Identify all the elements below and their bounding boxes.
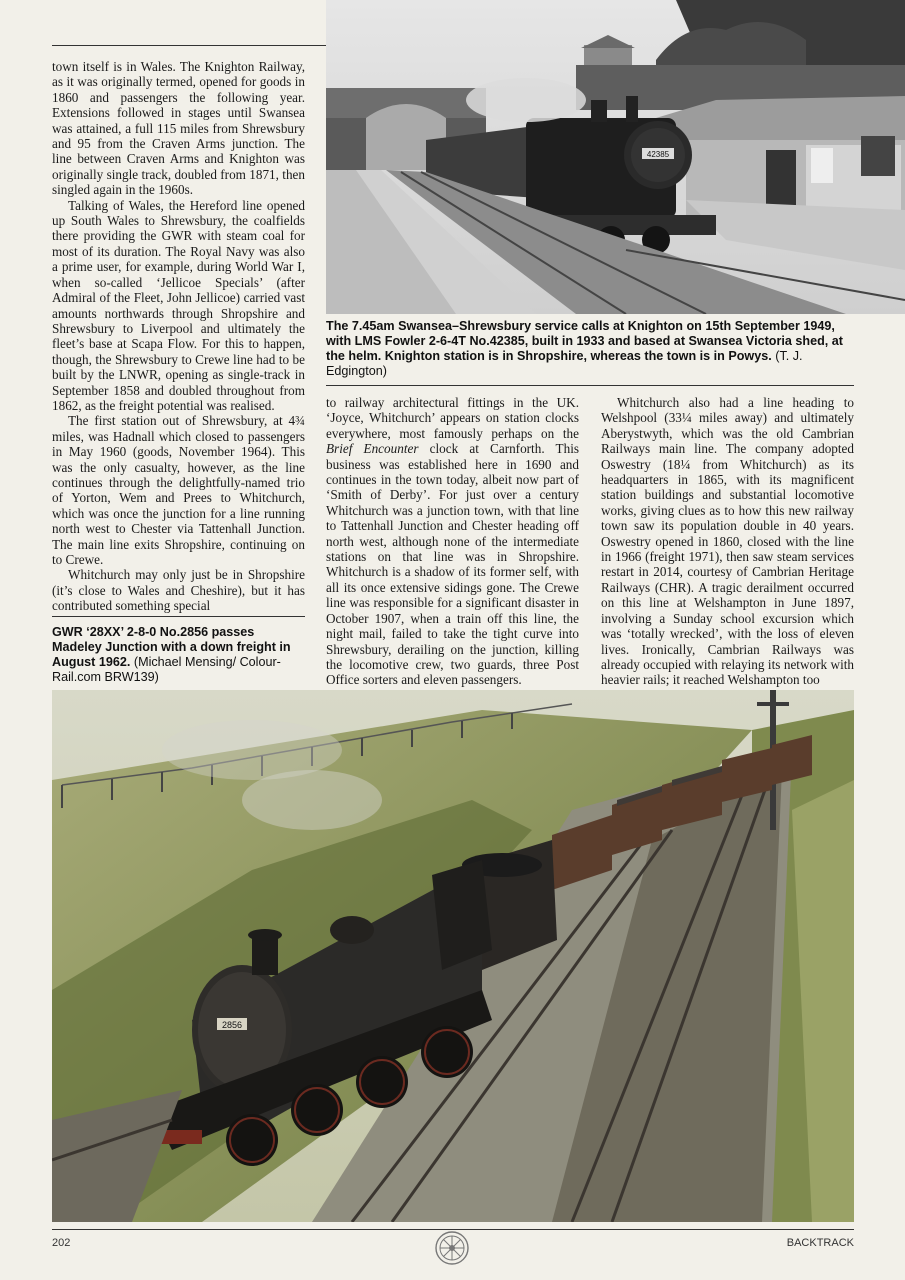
bottom-loco-number: 2856 (221, 1020, 243, 1030)
body-column-1 (52, 59, 305, 614)
caption-top (326, 319, 846, 379)
top-loco-number: 42385 (646, 150, 670, 159)
caption-left (52, 625, 302, 685)
caption-left-rule (52, 616, 305, 617)
wheel-emblem-icon (434, 1230, 470, 1266)
col2-text-b: clock at Carnforth. This business was established here in 1690 and continues in the town today, albeit now part of ‘Smith of Derby’. For just over a century Whitchurch was a junction town, with that line to Tattenhall Junction and Chester heading off north west, although none of the intermediate stations on that line was in Shropshire. Whitchurch is a shadow of its former self, with all its once extensive sidings gone. The Crewe line was responsible for a significant disaster in October 1907, when a train off this line, the night mail, failed to take the tight curve into Shrewsbury, derailing on the junction, killing the locomotive crew, two guards, three Post Office sorters and eleven passengers. (326, 441, 579, 688)
caption-left-text: GWR ‘28XX’ 2-8-0 No.2856 passes Madeley Junction with a down freight in August 1962. (52, 625, 291, 669)
caption-left-credit: (Michael Mensing/ Colour-Rail.com BRW139) (52, 655, 281, 684)
caption-top-credit: (T. J. Edgington) (326, 349, 803, 378)
caption-top-rule (326, 385, 854, 386)
caption-top-text: The 7.45am Swansea–Shrewsbury service calls at Knighton on 15th September 1949, with LMS Fowler 2-6-4T No.42385, built in 1933 and based at Swansea Victoria shed, at the helm. Knighton station is in Shropshire, whereas the town is in Powys. (326, 319, 843, 363)
col1-paragraph-4: Whitchurch may only just be in Shropshire (it’s close to Wales and Cheshire), but it has contributed something special (52, 567, 305, 614)
photo-madeley-junction (52, 690, 854, 1222)
page-number: 202 (52, 1237, 71, 1249)
col1-paragraph-3: The first station out of Shrewsbury, at 4¾ miles, was Hadnall which closed to passengers in May 1960 (goods, November 1964). This was the only casualty, however, as the line continues through the delightfully-named trio of Yorton, Wem and Prees to Whitchurch, which was once the junction for a line running north west to Chester via Tattenhall Junction. The main line exits Shropshire, continuing on to Crewe. (52, 413, 305, 567)
photo-knighton-station (326, 0, 905, 314)
col1-paragraph-1: town itself is in Wales. The Knighton Railway, as it was originally termed, opened for goods in 1860 and passengers the following year. Extensions followed in stages until Swansea was attained, a full 115 miles from Shrewsbury and 95 from the Craven Arms junction. The line between Craven Arms and Knighton was originally single track, doubled from 1871, then singled again in the 1960s. (52, 59, 305, 198)
body-column-2 (326, 395, 579, 688)
magazine-name: BACKTRACK (786, 1237, 854, 1249)
col3-paragraph-1: Whitchurch also had a line heading to Welshpool (33¼ miles away) and ultimately Aberystwyth, which was the old Cambrian Railways main line. The company adopted Oswestry (18¼ from Whitchurch) as its headquarters in 1865, with its magnificent station buildings and substantial locomotive works, giving clues as to how this new railway town saw its population double in 40 years. Oswestry opened in 1860, closed with the line in 1966 (freight 1971), then saw steam services restart in 2014, courtesy of Cambrian Heritage Railways (CHR). A tragic derailment occurred on this line at Welshampton in June 1897, involving a Sunday school excursion which was ‘totally wrecked’, with the loss of eleven lives. Ironically, Cambrian Railways was already occupied with relaying its network with heavier rails; it reached Welshampton too (601, 395, 854, 688)
col2-paragraph-1 (326, 395, 579, 688)
body-column-3 (601, 395, 854, 688)
col2-italic-title: Brief Encounter (326, 441, 419, 457)
col2-text-a: to railway architectural fittings in the UK. ‘Joyce, Whitchurch’ appears on station clocks everywhere, most famously perhaps on the (326, 395, 579, 441)
col1-paragraph-2: Talking of Wales, the Hereford line opened up South Wales to Shrewsbury, the coalfields there providing the GWR with steam coal for most of its duration. The Royal Navy was also a prime user, for example, during World War I, when so-called ‘Jellicoe Specials’ (after Admiral of the Fleet, John Jellicoe) carried vast amounts northwards through Shropshire and Shrewsbury to Liverpool and ultimately the fleet’s base at Scapa Flow. For this to happen, though, the Shrewsbury to Crewe line had to be built by the LNWR, opening as single-track in September 1858 and doubled throughout from 1862, as the freight potential was realised. (52, 197, 305, 413)
top-rule-left (52, 45, 326, 46)
